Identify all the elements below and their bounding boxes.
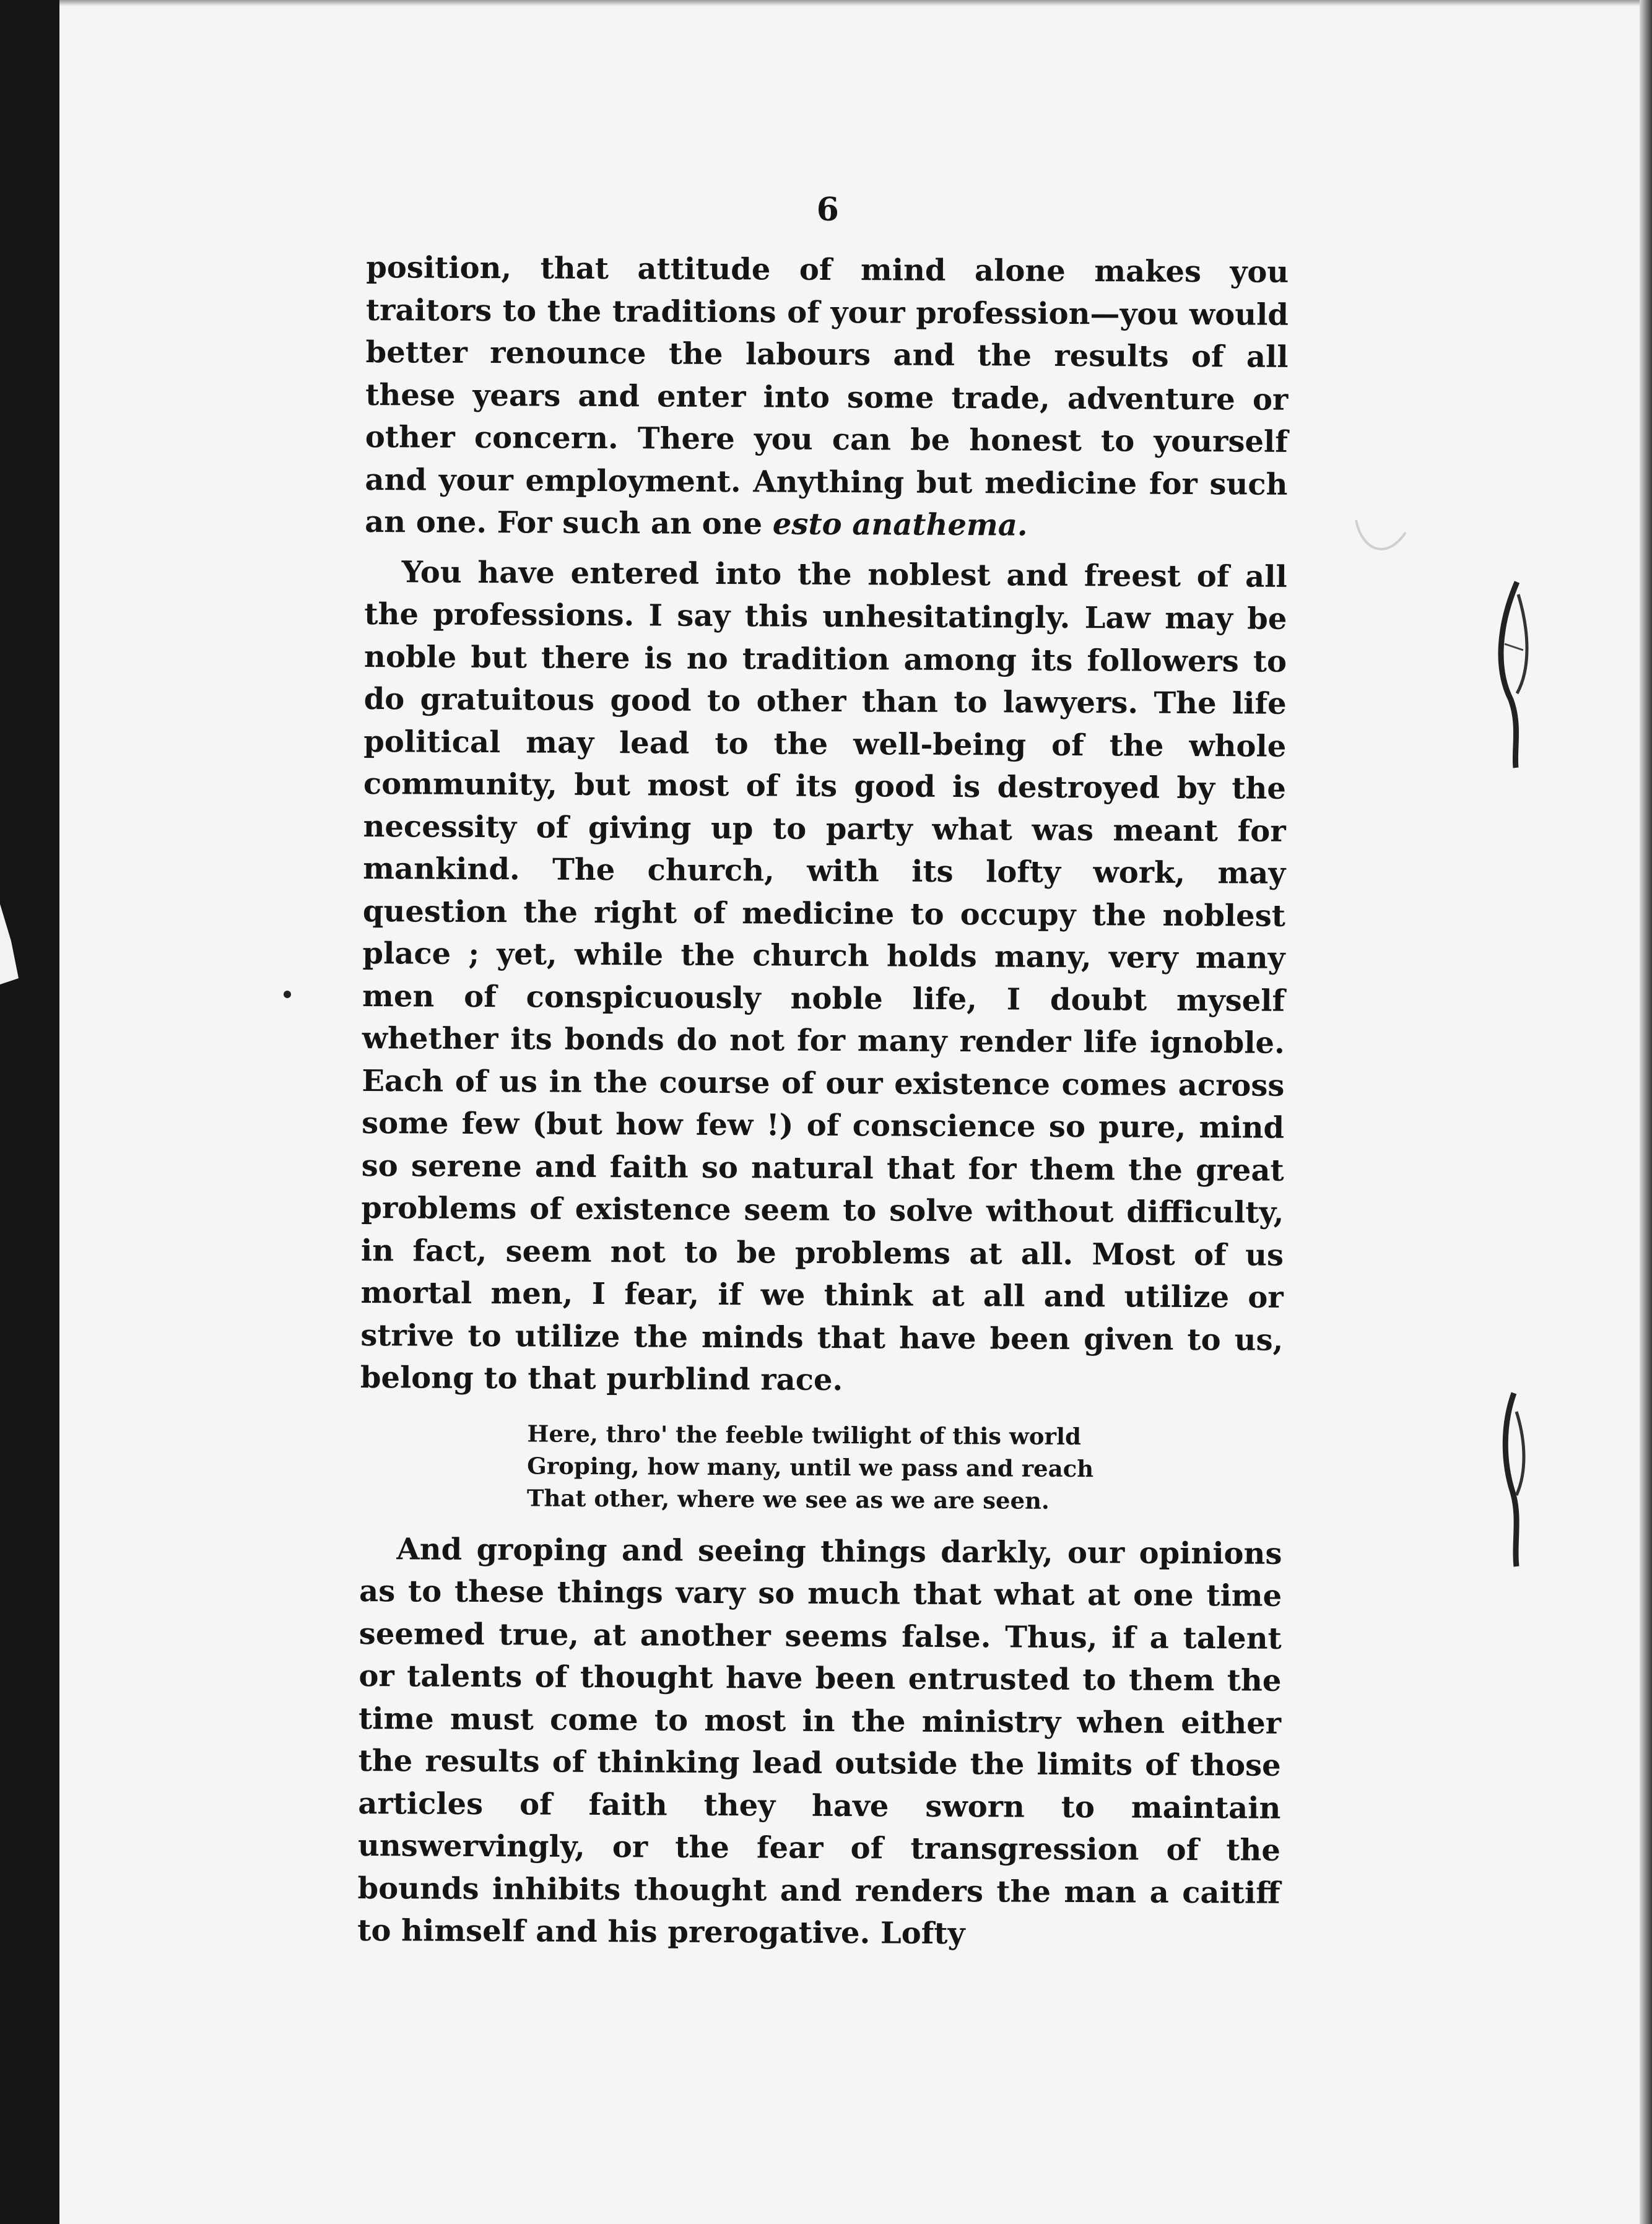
paragraph-1 [365,246,1289,548]
scan-top-edge [59,0,1652,6]
paragraph-1-text: position, that attitude of mind alone makes you traitors to the traditions of your profession—you would better renounce the labours and the results of all these years and enter into some trade, adventure or other concern. There you can be honest to yourself and your employment. Anything but medicine for such an one. For such an one [365,250,1289,542]
binding-clip-mark-lower [1495,1387,1532,1573]
verse-line-2: Groping, how many, until we pass and reach [527,1451,1094,1482]
verse-line-1: Here, thro' the feeble twilight of this world [527,1419,1082,1450]
paragraph-3: And groping and seeing things darkly, our opinions as to these things vary so much that what at one time seemed true, at another seems false. Thus, if a talent or talents of thought have been entrusted to them the time must come to most in the ministry when either the results of thinking lead outside the limits of those articles of faith they have sworn to maintain unswervingly, or the fear of transgression of the bounds inhibits thought and renders the man a caitiff to himself and his prerogative. Lofty [357,1531,1282,1952]
scan-right-edge [1640,0,1652,2224]
verse-line-3: That other, where we see as we are seen. [526,1483,1050,1514]
margin-curl-mark [1350,508,1412,563]
ink-dot [284,991,291,998]
verse-quote [527,1417,1283,1518]
paragraph-2: You have entered into the noblest and freest of all the professions. I say this unhesitatingly. Law may be noble but there is no tradition among its followers to do gratuitous good to other than to lawyers. The life political may lead to the well-being of the whole community, but most of its good is destroyed by the necessity of giving up to party what was meant for mankind. The church, with its lofty work, may question the right of medicine to occupy the noblest place ; yet, while the church holds many, very many men of conspicuously noble life, I doubt myself whether its bonds do not for many render life ignoble. Each of us in the course of our existence comes across some few (but how few !) of conscience so pure, mind so serene and faith so natural that for them the great problems of existence seem to solve without difficulty, in fact, seem not to be problems at all. Most of us mortal men, I fear, if we think at all and utilize or strive to utilize the minds that have been given to us, belong to that purblind race. [360,554,1287,1398]
left-margin-speck [0,898,21,984]
page-number: 6 [816,190,840,228]
binding-clip-mark-upper [1492,576,1536,774]
page-text [357,186,1289,1957]
paragraph-1-emphasis: esto anathema. [772,506,1028,543]
